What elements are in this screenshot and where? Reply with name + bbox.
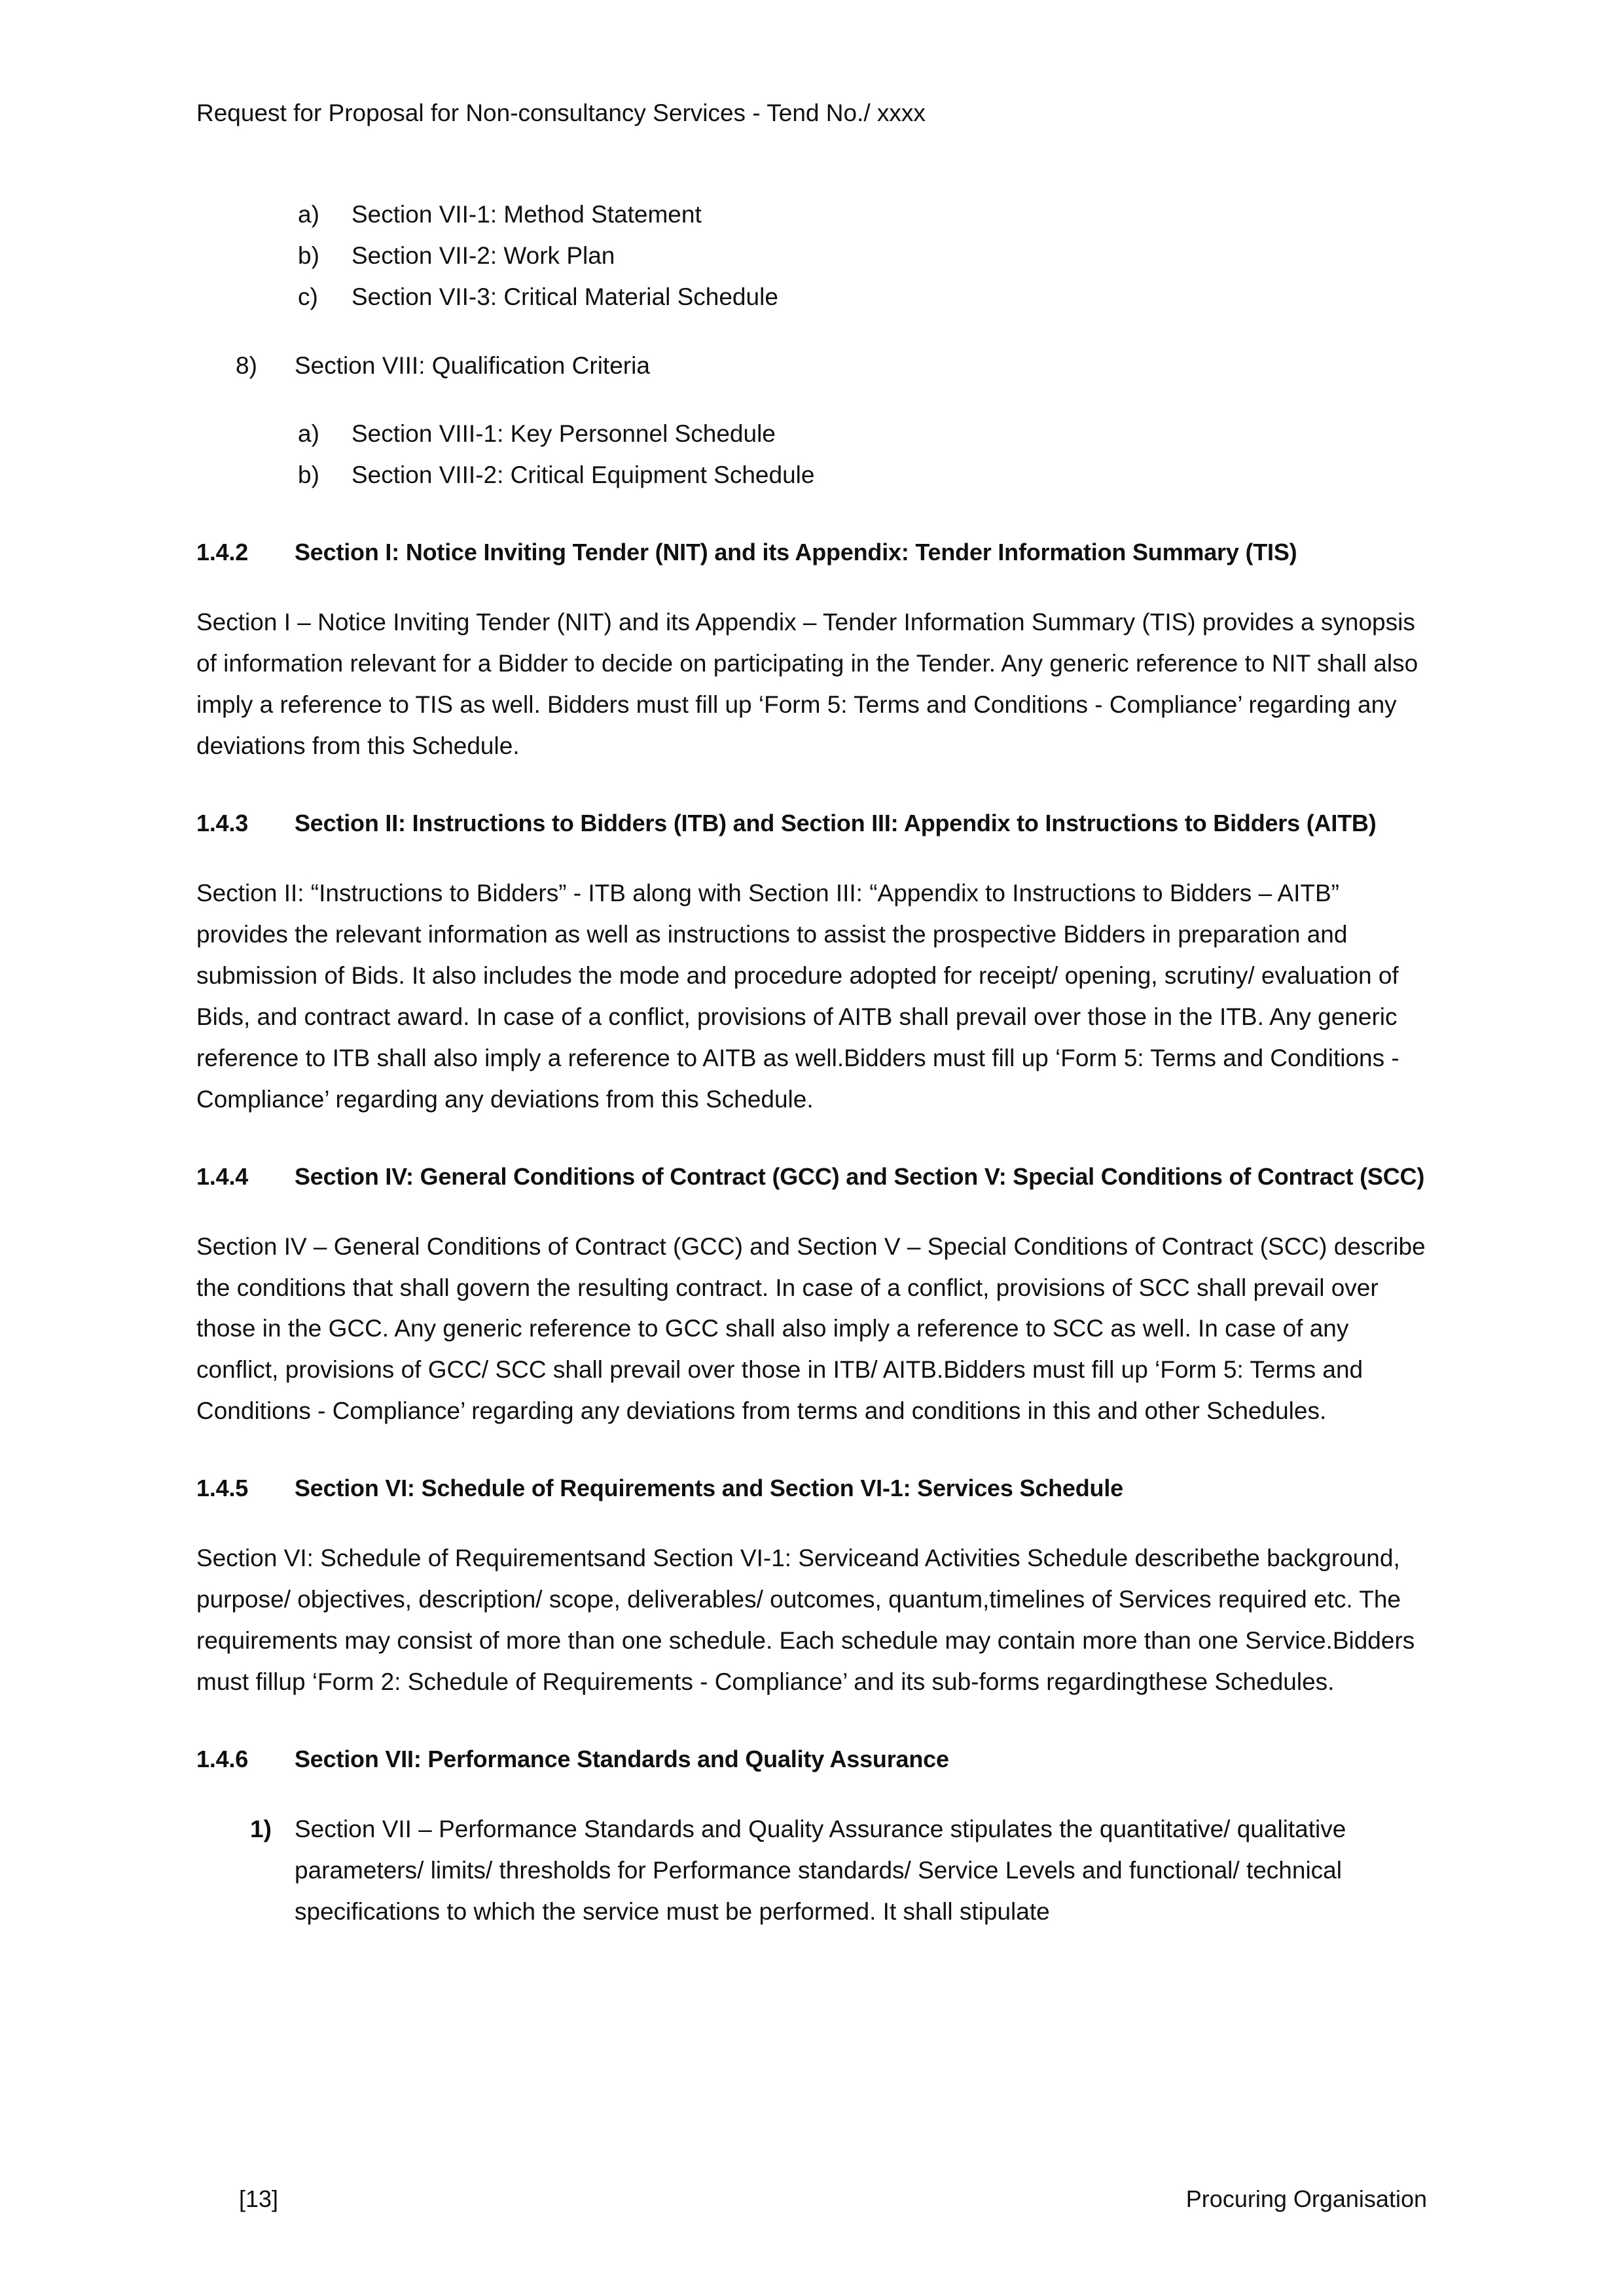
section-viii-subitem-list [196, 414, 1428, 496]
list-item [298, 455, 1428, 496]
section-paragraph: Section VI: Schedule of Requirementsand Section VI-1: Serviceand Activities Schedule describethe background, purpose/ objectives, description/ scope, deliverables/ outcomes, quantum,timelines of Services required etc. The requirements may consist of more than one schedule. Each schedule may contain more than one Service.Bidders must fillup ‘Form 2: Schedule of Requirements - Compliance’ and its sub-forms regardingthese Schedules. [196, 1545, 1415, 1696]
footer-organisation: Procuring Organisation [1185, 2185, 1427, 2212]
section-number: 1.4.4 [196, 1162, 249, 1190]
section-heading [196, 1157, 1428, 1196]
numbered-item [196, 1809, 1428, 1933]
list-marker: a) [298, 420, 319, 448]
section-title: Section I: Notice Inviting Tender (NIT) and its Appendix: Tender Information Summary (TIS) [295, 539, 1297, 566]
list-text: Section VIII-2: Critical Equipment Schedule [352, 461, 815, 489]
header-title: Request for Proposal for Non-consultancy Services - Tend No./ xxxx [196, 99, 926, 126]
section-paragraph: Section I – Notice Inviting Tender (NIT) and its Appendix – Tender Information Summary (TIS) provides a synopsis of information relevant for a Bidder to decide on participating in the Tender. Any generic reference to NIT shall also imply a reference to TIS as well. Bidders must fill up ‘Form 5: Terms and Conditions - Compliance’ regarding any deviations from this Schedule. [196, 609, 1418, 760]
list-marker: b) [298, 461, 319, 489]
list-marker: c) [298, 283, 318, 310]
section-vii-subitem-list [196, 194, 1428, 318]
section-number: 1.4.6 [196, 1745, 249, 1772]
numbered-item-text: Section VII – Performance Standards and Quality Assurance stipulates the quantitative/ qualitative parameters/ limits/ thresholds for Performance standards/ Service Levels and functional/ technical specifications to which the service must be performed. It shall stipulate [295, 1816, 1346, 1925]
section-heading [196, 803, 1428, 843]
section-1-4-5 [196, 1468, 1428, 1703]
section-number: 1.4.2 [196, 539, 249, 566]
section-heading [196, 532, 1428, 572]
list-text: Section VIII: Qualification Criteria [295, 351, 650, 379]
section-1-4-4 [196, 1157, 1428, 1433]
list-text: Section VII-2: Work Plan [352, 242, 615, 269]
section-number: 1.4.5 [196, 1475, 249, 1502]
numbered-item-marker: 1) [250, 1816, 272, 1843]
page-number: [13] [239, 2185, 279, 2212]
list-text: Section VII-3: Critical Material Schedule [352, 283, 778, 310]
section-title: Section VII: Performance Standards and Quality Assurance [295, 1745, 949, 1772]
list-item [298, 277, 1428, 318]
list-marker: a) [298, 200, 319, 228]
list-item [298, 194, 1428, 236]
section-1-4-6 [196, 1739, 1428, 1933]
list-item [298, 236, 1428, 277]
section-heading [196, 1739, 1428, 1779]
document-header [196, 93, 1428, 134]
section-paragraph: Section II: “Instructions to Bidders” - ITB along with Section III: “Appendix to Instructions to Bidders – AITB” provides the relevant information as well as instructions to assist the prospective Bidders in preparation and submission of Bids. It also includes the mode and procedure adopted for receipt/ opening, scrutiny/ evaluation of Bids, and contract award. In case of a conflict, provisions of AITB shall prevail over those in the ITB. Any generic reference to ITB shall also imply a reference to AITB as well.Bidders must fill up ‘Form 5: Terms and Conditions - Compliance’ regarding any deviations from this Schedule. [196, 880, 1399, 1113]
section-1-4-3 [196, 803, 1428, 1121]
list-text: Section VII-1: Method Statement [352, 200, 702, 228]
list-marker: 8) [236, 351, 257, 379]
section-paragraph: Section IV – General Conditions of Contract (GCC) and Section V – Special Conditions of Contract (SCC) describe the conditions that shall govern the resulting contract. In case of a conflict, provisions of SCC shall prevail over those in the GCC. Any generic reference to GCC shall also imply a reference to SCC as well. In case of any conflict, provisions of GCC/ SCC shall prevail over those in ITB/ AITB.Bidders must fill up ‘Form 5: Terms and Conditions - Compliance’ regarding any deviations from terms and conditions in this and other Schedules. [196, 1232, 1426, 1425]
section-number: 1.4.3 [196, 809, 249, 836]
section-title: Section IV: General Conditions of Contract (GCC) and Section V: Special Conditions of Contract (SCC) [295, 1162, 1425, 1190]
document-footer [239, 2179, 1427, 2219]
section-1-4-2 [196, 532, 1428, 767]
section-title: Section VI: Schedule of Requirements and Section VI-1: Services Schedule [295, 1475, 1123, 1502]
list-marker: b) [298, 242, 319, 269]
list-text: Section VIII-1: Key Personnel Schedule [352, 420, 776, 448]
list-item [298, 414, 1428, 455]
section-heading [196, 1468, 1428, 1508]
list-item-8 [196, 346, 1428, 387]
section-title: Section II: Instructions to Bidders (ITB) and Section III: Appendix to Instructions to Bidders (AITB) [295, 809, 1377, 836]
